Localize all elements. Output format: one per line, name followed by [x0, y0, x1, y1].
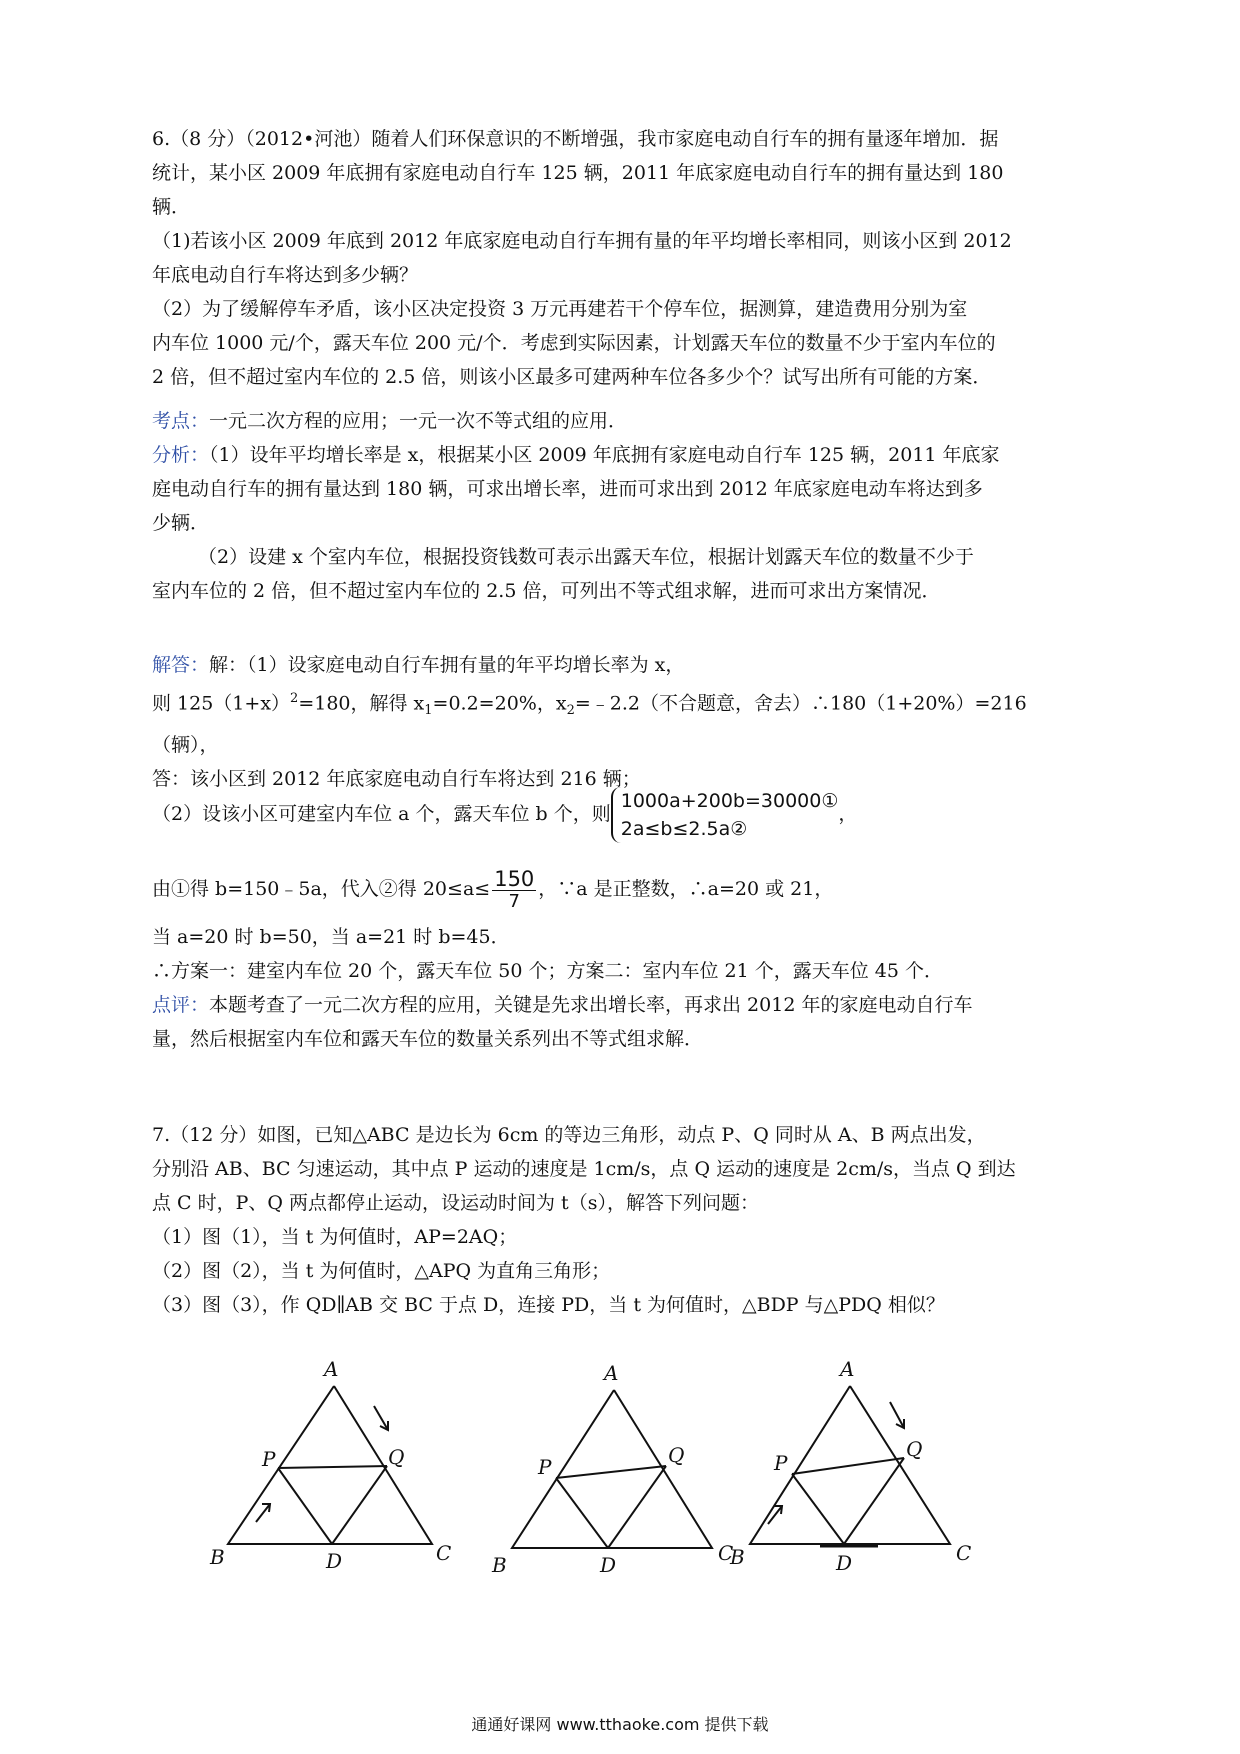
sol5-line: ∴方案一：建室内车位 20 个，露天车位 50 个；方案二：室内车位 21 个，露天车位 45 个． [152, 960, 944, 982]
triangle-figures [196, 1346, 1076, 1586]
q6-analysis [152, 404, 1092, 608]
segment-pd [278, 1468, 332, 1544]
vertex-label-b: B [492, 1553, 507, 1577]
vertex-label-a: A [604, 1361, 619, 1385]
fraction-numerator: 150 [494, 866, 535, 891]
arrow-shaft [768, 1506, 782, 1524]
vertex-label-d: D [836, 1551, 853, 1575]
q7-line: 分别沿 AB、BC 匀速运动，其中点 P 运动的速度是 1cm/s，点 Q 运动的速度是 2cm/s，当点 Q 到达 [152, 1158, 1016, 1180]
fenxi2-line: 室内车位的 2 倍，但不超过室内车位的 2.5 倍，可列出不等式组求解，进而可求出方案情况． [152, 580, 941, 602]
fenxi-label: 分析： [152, 444, 210, 466]
vertex-label-q: Q [906, 1437, 923, 1461]
q6-part2-solution [152, 782, 1092, 846]
segment-pd [556, 1478, 608, 1548]
segment-pq [792, 1458, 904, 1474]
vertex-label-p: P [774, 1451, 788, 1475]
fraction-line [152, 862, 1092, 916]
sol4-line: 当 a=20 时 b=50，当 a=21 时 b=45． [152, 926, 510, 948]
q7-line: （2）图（2），当 t 为何值时，△APQ 为直角三角形； [152, 1260, 611, 1282]
q6-part1-line: （1)若该小区 2009 年底到 2012 年底家庭电动自行车拥有量的年平均增长率相同，则该小区到 2012 [152, 230, 1012, 252]
equation-system [611, 787, 839, 843]
q6-part2-line: （2）为了缓解停车矛盾，该小区决定投资 3 万元再建若干个停车位，据测算，建造费用分别为室 [152, 298, 968, 320]
jieda-answer-line: 答：该小区到 2012 年底家庭电动自行车将达到 216 辆； [152, 768, 641, 791]
vertex-label-a: A [840, 1357, 855, 1381]
q6-stem [152, 122, 1092, 394]
jieda-line [152, 648, 1092, 682]
segment-pq [556, 1466, 666, 1478]
fenxi-line [152, 438, 1092, 472]
vertex-label-c: C [718, 1541, 734, 1565]
jieda-label: 解答： [152, 654, 210, 676]
sol3-prefix: 由①得 b=150﹣5a，代入②得 20≤a≤ [152, 878, 491, 900]
vertex-label-p: P [538, 1455, 552, 1479]
vertex-label-p: P [262, 1447, 276, 1471]
fenxi2-line: （2）设建 x 个室内车位，根据投资钱数可表示出露天车位，根据计划露天车位的数量不少于 [198, 546, 974, 568]
q6-part2-solution-3 [152, 920, 1092, 1056]
kaodian-line [152, 404, 1092, 438]
q6-solution [152, 648, 1092, 796]
eq-part: =﹣2.2（不合题意，舍去）∴180（1+20%）=216（辆）， [152, 692, 1027, 757]
arrow-shaft [256, 1504, 270, 1522]
q6-part2-line: 2 倍，但不超过室内车位的 2.5 倍，则该小区最多可建两种车位各多少个？试写出所有可能的方案． [152, 366, 992, 388]
eq-part: =0.2=20%，x [432, 692, 567, 715]
q6-stem-line: 辆． [152, 196, 191, 218]
sol2-prefix: （2）设该小区可建室内车位 a 个，露天车位 b 个，则 [152, 803, 611, 825]
dianping-line-2: 量，然后根据室内车位和露天车位的数量关系列出不等式组求解． [152, 1028, 704, 1050]
vertex-label-a: A [324, 1357, 339, 1381]
fenxi-line: 少辆． [152, 512, 210, 534]
footer-credit: 通通好课网 www.tthaoke.com 提供下载 [471, 1715, 769, 1734]
fraction [492, 868, 536, 913]
segment-qd [332, 1466, 387, 1544]
q6-part2-solution-2 [152, 862, 1092, 916]
jieda-text: 解：（1）设家庭电动自行车拥有量的年平均增长率为 x， [209, 654, 685, 676]
system-line [152, 782, 1092, 846]
eq-part: 则 125（1+x） [152, 692, 291, 715]
q6-stem-line: 统计，某小区 2009 年底拥有家庭电动自行车 125 辆，2011 年底家庭电动自行车的拥有量达到 180 [152, 162, 1004, 184]
vertex-label-b: B [730, 1545, 745, 1569]
system-equation-1: 1000a+200b=30000① [620, 790, 839, 812]
vertex-label-b: B [210, 1545, 225, 1569]
eq-sub: 1 [424, 703, 433, 719]
sol3-suffix: ，∵a 是正整数，∴a=20 或 21， [538, 878, 834, 900]
system-equation-2: 2a≤b≤2.5a② [620, 818, 748, 840]
sol2-suffix: ， [838, 803, 858, 825]
q7-line: 7.（12 分）如图，已知△ABC 是边长为 6cm 的等边三角形，动点 P、Q 同时从 A、B 两点出发， [152, 1124, 986, 1146]
q7-line: （1）图（1），当 t 为何值时，AP=2AQ； [152, 1226, 518, 1248]
segment-qd [844, 1458, 904, 1544]
vertex-label-q: Q [388, 1445, 405, 1469]
segment-pd [792, 1474, 844, 1544]
fraction-denominator: 7 [508, 890, 520, 912]
vertex-label-c: C [436, 1541, 452, 1565]
fenxi-line: 庭电动自行车的拥有量达到 180 辆，可求出增长率，进而可求出到 2012 年底家庭电动车将达到多 [152, 478, 983, 500]
eq-sup: 2 [290, 691, 299, 706]
segment-qd [608, 1466, 666, 1548]
segment-pq [278, 1466, 387, 1468]
q7-line: （3）图（3），作 QD∥AB 交 BC 于点 D，连接 PD，当 t 为何值时，△BDP 与△PDQ 相似？ [152, 1294, 945, 1316]
q7-stem [152, 1118, 1092, 1322]
eq-sub: 2 [566, 703, 575, 719]
q6-part2-line: 内车位 1000 元/个，露天车位 200 元/个．考虑到实际因素，计划露天车位的数量不少于室内车位的 [152, 332, 996, 354]
kaodian-label: 考点： [152, 410, 210, 432]
kaodian-text: 一元二次方程的应用；一元一次不等式组的应用． [209, 410, 628, 432]
jieda-equation-line [152, 682, 1092, 762]
dianping-line [152, 988, 1092, 1022]
dianping-label: 点评： [152, 994, 210, 1016]
vertex-label-c: C [956, 1541, 972, 1565]
q6-stem-line: 6.（8 分）（2012•河池）随着人们环保意识的不断增强，我市家庭电动自行车的拥有量逐年增加．据 [152, 128, 999, 150]
dianping-text: 本题考查了一元二次方程的应用，关键是先求出增长率，再求出 2012 年的家庭电动自行车 [209, 994, 973, 1016]
q7-line: 点 C 时，P、Q 两点都停止运动，设运动时间为 t（s），解答下列问题： [152, 1192, 759, 1214]
eq-part: =180，解得 x [298, 692, 425, 715]
vertex-label-q: Q [668, 1443, 685, 1467]
vertex-label-d: D [600, 1553, 617, 1577]
q6-part1-line: 年底电动自行车将达到多少辆？ [152, 264, 419, 286]
vertex-label-d: D [326, 1549, 343, 1573]
fenxi-text: （1）设年平均增长率是 x，根据某小区 2009 年底拥有家庭电动自行车 125 辆，2011 年底家 [209, 444, 1000, 466]
